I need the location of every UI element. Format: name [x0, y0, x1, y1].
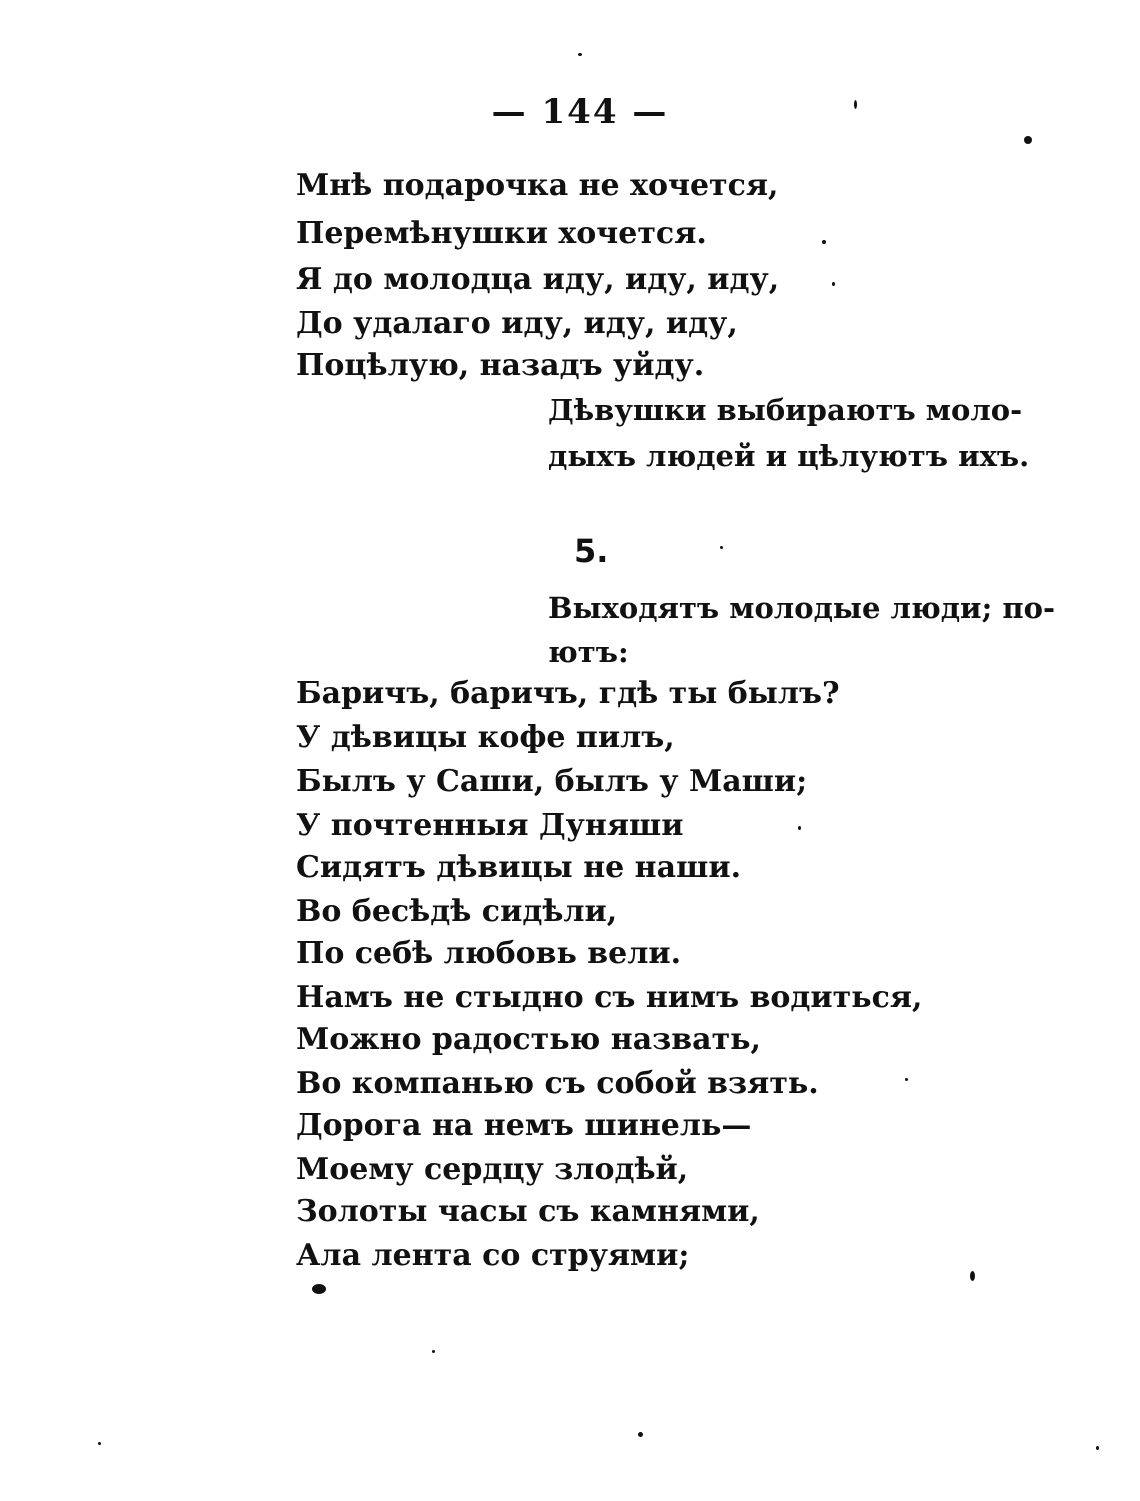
stage-direction-line: Выходятъ молодые люди; по- [548, 591, 1055, 625]
scan-speck [905, 1078, 908, 1081]
verse-line: По себѣ любовь вели. [296, 936, 682, 971]
scan-speck [1024, 136, 1032, 144]
scan-speck [578, 53, 582, 56]
verse-line: Я до молодца иду, иду, иду, [296, 262, 780, 297]
scan-speck [854, 100, 857, 109]
verse-line: Во компанью съ собой взять. [296, 1066, 819, 1101]
verse-line: Поцѣлую, назадъ уйду. [296, 348, 705, 383]
page-number: — 144 — [491, 92, 669, 132]
verse-line: Перемѣнушки хочется. [296, 216, 707, 251]
verse-line: Былъ у Саши, былъ у Маши; [296, 764, 808, 799]
stage-direction-line: дыхъ людей и цѣлуютъ ихъ. [548, 439, 1030, 473]
verse-line: До удалаго иду, иду, иду, [296, 306, 738, 341]
scan-speck [798, 826, 801, 830]
verse-line: Золоты часы съ камнями, [296, 1194, 760, 1229]
verse-line: У почтенныя Дуняши [296, 808, 684, 843]
verse-line: Сидятъ дѣвицы не наши. [296, 850, 742, 885]
verse-line: Моему сердцу злодѣй, [296, 1152, 689, 1187]
verse-line: Баричъ, баричъ, гдѣ ты былъ? [296, 676, 840, 711]
stage-direction-line: Дѣвушки выбираютъ моло- [548, 393, 1023, 427]
verse-line: У дѣвицы кофе пилъ, [296, 720, 675, 755]
verse-line: Мнѣ подарочка не хочется, [296, 168, 779, 203]
scan-speck [98, 1442, 101, 1445]
verse-line: Намъ не стыдно съ нимъ водиться, [296, 980, 923, 1015]
verse-line: Дорога на немъ шинель— [296, 1108, 752, 1143]
scan-speck [970, 1271, 975, 1281]
scan-speck [432, 1350, 435, 1353]
scan-speck [832, 282, 835, 286]
verse-line: Ала лента со струями; [296, 1238, 690, 1273]
scan-speck [822, 240, 826, 244]
scan-speck [312, 1284, 326, 1294]
verse-line: Во бесѣдѣ сидѣли, [296, 894, 618, 929]
scan-speck [638, 1432, 643, 1437]
stage-direction-line: ютъ: [548, 635, 629, 669]
scan-speck [720, 546, 723, 549]
scan-speck [1096, 1446, 1099, 1450]
section-number: 5. [574, 532, 609, 570]
verse-line: Можно радостью назвать, [296, 1022, 761, 1057]
